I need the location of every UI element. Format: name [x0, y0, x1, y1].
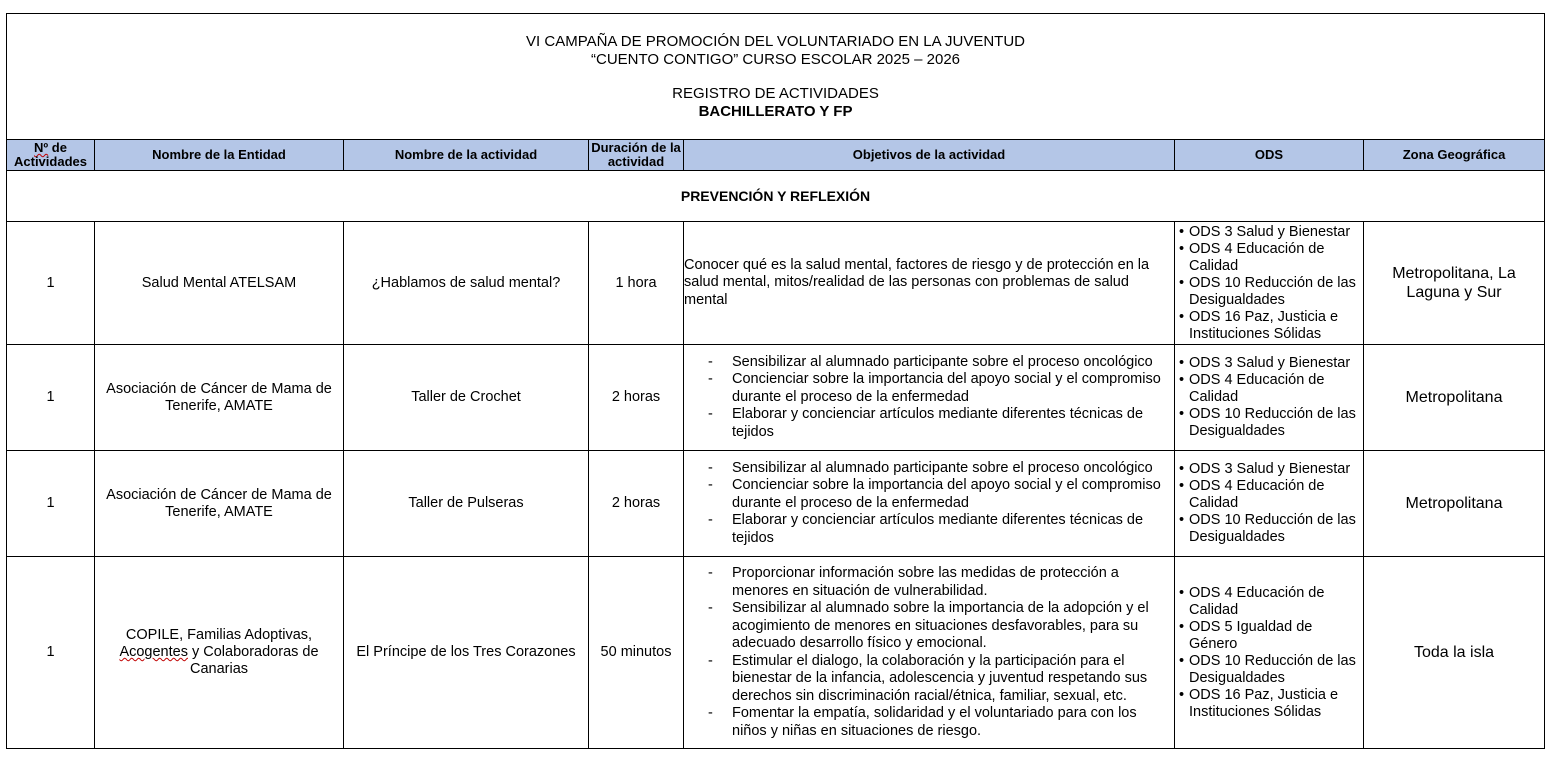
cell-objectives: Conocer qué es la salud mental, factores de riesgo y de protección en la salud mental, mitos/realidad de las personas con problemas de salud mental — [684, 222, 1175, 345]
ods-item: • ODS 16 Paz, Justicia e Instituciones Sólidas — [1175, 687, 1363, 721]
header-activity: Nombre de la actividad — [344, 140, 589, 171]
cell-entity: Asociación de Cáncer de Mama de Tenerife, AMATE — [95, 451, 344, 557]
objective-item: - Elaborar y concienciar artículos mediante diferentes técnicas de tejidos — [684, 406, 1174, 441]
ods-item: • ODS 3 Salud y Bienestar — [1175, 224, 1363, 241]
title-line-3: REGISTRO DE ACTIVIDADES — [672, 85, 879, 102]
document-title-block — [7, 14, 1545, 140]
objective-item: - Estimular el dialogo, la colaboración y la participación para el bienestar de la infancia, adolescencia y juventud respetando sus derechos sin discriminación racial/étnica, familiar, sexual, etc. — [684, 653, 1174, 706]
objective-item: - Sensibilizar al alumnado participante sobre el proceso oncológico — [684, 460, 1174, 478]
cell-num: 1 — [7, 557, 95, 749]
objective-item: - Sensibilizar al alumnado participante sobre el proceso oncológico — [684, 354, 1174, 372]
ods-item: • ODS 4 Educación de Calidad — [1175, 585, 1363, 619]
cell-activity: Taller de Crochet — [344, 345, 589, 451]
ods-item: • ODS 10 Reducción de las Desigualdades — [1175, 653, 1363, 687]
cell-zone: Metropolitana — [1364, 451, 1545, 557]
cell-activity: Taller de Pulseras — [344, 451, 589, 557]
cell-num: 1 — [7, 345, 95, 451]
table-row — [7, 557, 1545, 749]
objective-item: - Concienciar sobre la importancia del apoyo social y el compromiso durante el proceso de la enfermedad — [684, 477, 1174, 512]
ods-item: • ODS 4 Educación de Calidad — [1175, 372, 1363, 406]
ods-item: • ODS 3 Salud y Bienestar — [1175, 355, 1363, 372]
ods-item: • ODS 10 Reducción de las Desigualdades — [1175, 406, 1363, 440]
header-ods: ODS — [1175, 140, 1364, 171]
ods-item: • ODS 16 Paz, Justicia e Instituciones Sólidas — [1175, 309, 1363, 343]
cell-num: 1 — [7, 222, 95, 345]
objective-item: - Concienciar sobre la importancia del apoyo social y el compromiso durante el proceso de la enfermedad — [684, 371, 1174, 406]
objective-item: - Proporcionar información sobre las medidas de protección a menores en situación de vulnerabilidad. — [684, 565, 1174, 600]
cell-objectives — [684, 451, 1175, 557]
header-num: Nº de Actividades — [7, 140, 95, 171]
ods-item: • ODS 10 Reducción de las Desigualdades — [1175, 512, 1363, 546]
cell-objectives — [684, 557, 1175, 749]
cell-activity: ¿Hablamos de salud mental? — [344, 222, 589, 345]
section-heading: PREVENCIÓN Y REFLEXIÓN — [7, 171, 1545, 222]
ods-item: • ODS 3 Salud y Bienestar — [1175, 461, 1363, 478]
cell-ods — [1175, 345, 1364, 451]
ods-item: • ODS 4 Educación de Calidad — [1175, 241, 1363, 275]
cell-activity: El Príncipe de los Tres Corazones — [344, 557, 589, 749]
table-row — [7, 345, 1545, 451]
ods-item: • ODS 10 Reducción de las Desigualdades — [1175, 275, 1363, 309]
header-row — [7, 140, 1545, 171]
misspelled-word: Acogentes — [119, 644, 188, 660]
ods-item: • ODS 5 Igualdad de Género — [1175, 619, 1363, 653]
objective-item: - Fomentar la empatía, solidaridad y el voluntariado para con los niños y niñas en situaciones de riesgo. — [684, 705, 1174, 740]
title-line-4: BACHILLERATO Y FP — [698, 102, 853, 120]
table-row — [7, 451, 1545, 557]
objective-item: - Sensibilizar al alumnado sobre la importancia de la adopción y el acogimiento de menores en situaciones desfavorables, para su adecuado desarrollo físico y emocional. — [684, 600, 1174, 653]
objective-item: - Elaborar y concienciar artículos mediante diferentes técnicas de tejidos — [684, 512, 1174, 547]
cell-ods — [1175, 557, 1364, 749]
cell-num: 1 — [7, 451, 95, 557]
cell-duration: 2 horas — [589, 451, 684, 557]
cell-entity: Asociación de Cáncer de Mama de Tenerife, AMATE — [95, 345, 344, 451]
cell-objectives — [684, 345, 1175, 451]
cell-entity: Salud Mental ATELSAM — [95, 222, 344, 345]
activities-table — [6, 13, 1545, 749]
title-line-1: VI CAMPAÑA DE PROMOCIÓN DEL VOLUNTARIADO EN LA JUVENTUD — [526, 33, 1025, 50]
cell-duration: 1 hora — [589, 222, 684, 345]
header-entity: Nombre de la Entidad — [95, 140, 344, 171]
header-objectives: Objetivos de la actividad — [684, 140, 1175, 171]
cell-entity: COPILE, Familias Adoptivas, Acogentes y Colaboradoras de Canarias — [95, 557, 344, 749]
header-duration: Duración de la actividad — [589, 140, 684, 171]
cell-zone: Metropolitana, La Laguna y Sur — [1364, 222, 1545, 345]
title-line-2: “CUENTO CONTIGO” CURSO ESCOLAR 2025 – 2026 — [591, 50, 961, 68]
cell-zone: Toda la isla — [1364, 557, 1545, 749]
cell-duration: 2 horas — [589, 345, 684, 451]
cell-ods — [1175, 451, 1364, 557]
cell-ods — [1175, 222, 1364, 345]
cell-zone: Metropolitana — [1364, 345, 1545, 451]
table-row — [7, 222, 1545, 345]
header-zone: Zona Geográfica — [1364, 140, 1545, 171]
cell-duration: 50 minutos — [589, 557, 684, 749]
ods-item: • ODS 4 Educación de Calidad — [1175, 478, 1363, 512]
